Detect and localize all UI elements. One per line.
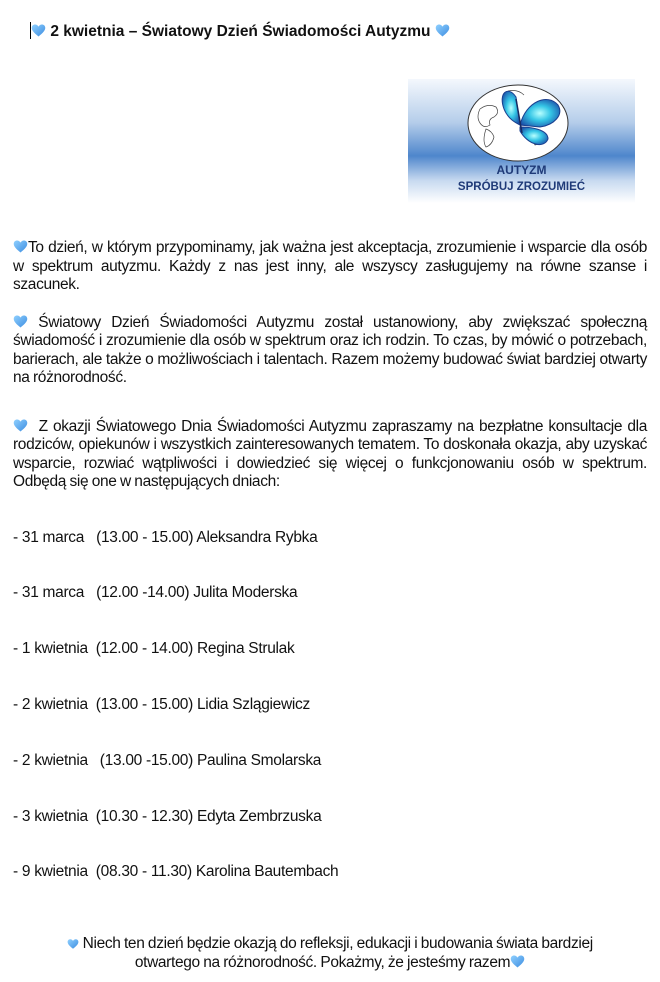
blue-heart-icon [67,938,79,950]
title-text: 2 kwietnia – Światowy Dzień Świadomości Autyzmu [50,23,431,40]
blue-heart-icon [13,314,28,329]
blue-heart-icon [510,954,525,969]
closing-text: otwartego na różnorodność. Pokażmy, że jesteśmy razem [134,953,511,971]
schedule-item: - 2 kwietnia (13.00 - 15.00) Lidia Szlągiewicz [13,696,310,714]
closing-line-1 [13,935,647,954]
logo-text-autyzm: AUTYZM [496,163,547,177]
schedule-item: - 2 kwietnia (13.00 -15.00) Paulina Smolarska [13,751,322,769]
main-content [0,239,660,982]
consultation-schedule [13,492,647,920]
history-paragraph [13,314,647,388]
blue-heart-icon [435,23,450,38]
schedule-item: - 9 kwietnia (08.30 - 11.30) Karolina Bautembach [13,863,339,881]
blue-heart-icon [13,239,28,254]
blue-heart-icon [13,418,28,433]
paragraph-text: Światowy Dzień Świadomości Autyzmu został ustanowiony, aby zwiększać społeczną świadomość i zrozumienie dla osób w spektrum oraz ich rodzin. To czas, by mówić o potrzebach, barierach, ale także o możliwościach i talentach. Razem możemy budować świat bardziej otwarty na różnorodność. [13,313,647,386]
schedule-item: - 1 kwietnia (12.00 - 14.00) Regina Strulak [13,640,295,658]
paragraph-text: To dzień, w którym przypominamy, jak ważna jest akceptacja, zrozumienie i wsparcie dla osób w spektrum autyzmu. Każdy z nas jest inny, ale wszyscy zasługujemy na równe szanse i szacunek. [13,239,647,293]
autism-logo-image [408,79,635,203]
closing-paragraph [13,935,647,982]
closing-line-2 [13,954,647,973]
schedule-item: - 31 marca (13.00 - 15.00) Aleksandra Rybka [13,528,318,546]
logo-text-slogan: SPRÓBUJ ZROZUMIEĆ [457,181,586,193]
intro-paragraph [13,239,647,295]
header-area [0,0,660,232]
schedule-item: - 31 marca (12.00 -14.00) Julita Moderska [13,584,298,602]
consultation-paragraph [13,418,647,492]
closing-text: Niech ten dzień będzie okazją do refleksji, edukacji i budowania świata bardziej [82,935,593,953]
paragraph-text: Z okazji Światowego Dnia Świadomości Autyzmu zapraszamy na bezpłatne konsultacje dla rodziców, opiekunów i wszystkich zainteresowanych tematem. To doskonała okazja, aby uzyskać wsparcie, rozwiać wątpliwości i dowiedzieć się więcej o funkcjonowaniu osób w spektrum. Odbędą się one w następujących dniach: [13,417,647,490]
page-title [30,22,450,41]
blue-heart-icon [31,23,46,38]
schedule-item: - 3 kwietnia (10.30 - 12.30) Edyta Zembrzuska [13,807,322,825]
